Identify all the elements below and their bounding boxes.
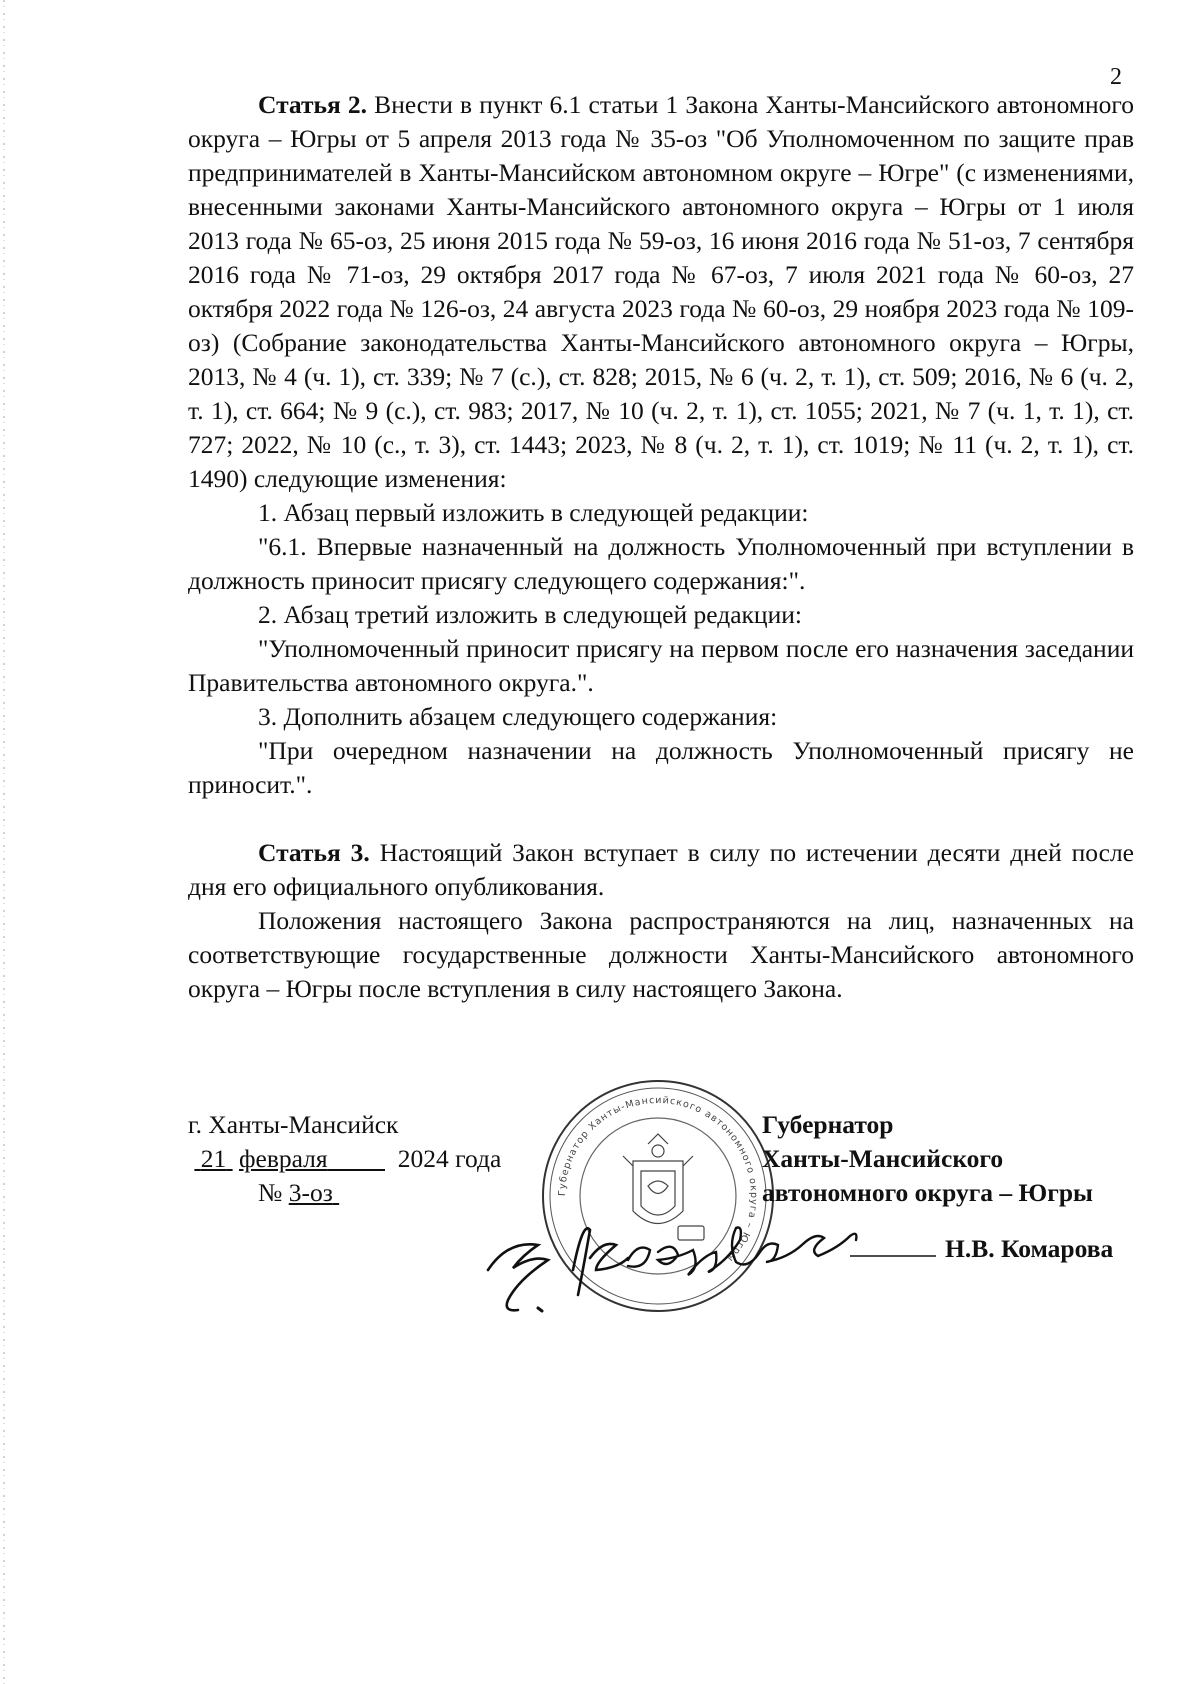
article-2-heading: Статья 2. — [258, 90, 368, 119]
signing-date — [188, 1142, 501, 1176]
handwritten-signature — [478, 1200, 938, 1330]
amendment-quote-1: "6.1. Впервые назначенный на должность Уполномоченный при вступлении в должность приносит присягу следующего содержания:". — [188, 532, 1134, 595]
signer-name: Н.В. Комарова — [945, 1234, 1114, 1263]
scan-edge — [3, 0, 5, 1684]
document-body — [188, 88, 1134, 1006]
page-number: 2 — [1110, 64, 1122, 90]
date-day: 21 — [200, 1144, 227, 1173]
article-3-heading: Статья 3. — [258, 838, 370, 867]
amendment-item-3: 3. Дополнить абзацем следующего содержания: — [258, 702, 778, 731]
article-2-paragraph — [188, 88, 1134, 496]
governor-title-line-3: автономного округа – Югры — [762, 1178, 1093, 1207]
seal-text: Губернатор Ханты-Мансийского автономного округа – Югры — [556, 1094, 760, 1265]
law-number: № 3-оз — [258, 1176, 339, 1210]
date-month: февраля — [239, 1144, 328, 1173]
amendment-quote-2: "Уполномоченный приносит присягу на первом после его назначения заседании Правительства автономного округа.". — [188, 634, 1134, 697]
date-year: 2024 года — [397, 1144, 502, 1173]
law-number-value: 3-оз — [288, 1178, 333, 1207]
amendment-item-1: 1. Абзац первый изложить в следующей редакции: — [258, 498, 809, 527]
article-3-paragraph — [188, 836, 1134, 904]
governor-title — [762, 1108, 1142, 1210]
governor-title-line-2: Ханты-Мансийского — [762, 1144, 1004, 1173]
article-3-text: Настоящий Закон вступает в силу по истечении десяти дней после дня его официального опубликования. — [188, 838, 1134, 901]
amendment-item-2: 2. Абзац третий изложить в следующей редакции: — [258, 600, 802, 629]
article-3-paragraph-2: Положения настоящего Закона распространяются на лиц, назначенных на соответствующие государственные должности Ханты-Мансийского автономного округа – Югры после вступления в силу настоящего Закона. — [188, 906, 1134, 1003]
signing-place: г. Ханты-Мансийск — [188, 1110, 399, 1139]
article-2-text: Внести в пункт 6.1 статьи 1 Закона Ханты-Мансийского автономного округа – Югры от 5 апреля 2013 года № 35-оз "Об Уполномоченном по защите прав предпринимателей в Ханты-Мансийском автономном округе – Югре" (с изменениями, внесенными законами Ханты-Мансийского автономного округа – Югры от 1 июля 2013 года № 65-оз, 25 июня 2015 года № 59-оз, 16 июня 2016 года № 51-оз, 7 сентября 2016 года № 71-оз, 29 октября 2017 года № 67-оз, 7 июля 2021 года № 60-оз, 27 октября 2022 года № 126-оз, 24 августа 2023 года № 60-оз, 29 ноября 2023 года № 109-оз) (Собрание законодательства Ханты-Мансийского автономного округа – Югры, 2013, № 4 (ч. 1), ст. 339; № 7 (с.), ст. 828; 2015, № 6 (ч. 2, т. 1), ст. 509; 2016, № 6 (ч. 2, т. 1), ст. 664; № 9 (с.), ст. 983; 2017, № 10 (ч. 2, т. 1), ст. 1055; 2021, № 7 (ч. 1, т. 1), ст. 727; 2022, № 10 (с., т. 3), ст. 1443; 2023, № 8 (ч. 2, т. 1), ст. 1019; № 11 (ч. 2, т. 1), ст. 1490) следующие изменения: — [188, 90, 1134, 493]
amendment-quote-3: "При очередном назначении на должность Уполномоченный присягу не приносит.". — [188, 736, 1134, 799]
governor-title-line-1: Губернатор — [762, 1110, 894, 1139]
